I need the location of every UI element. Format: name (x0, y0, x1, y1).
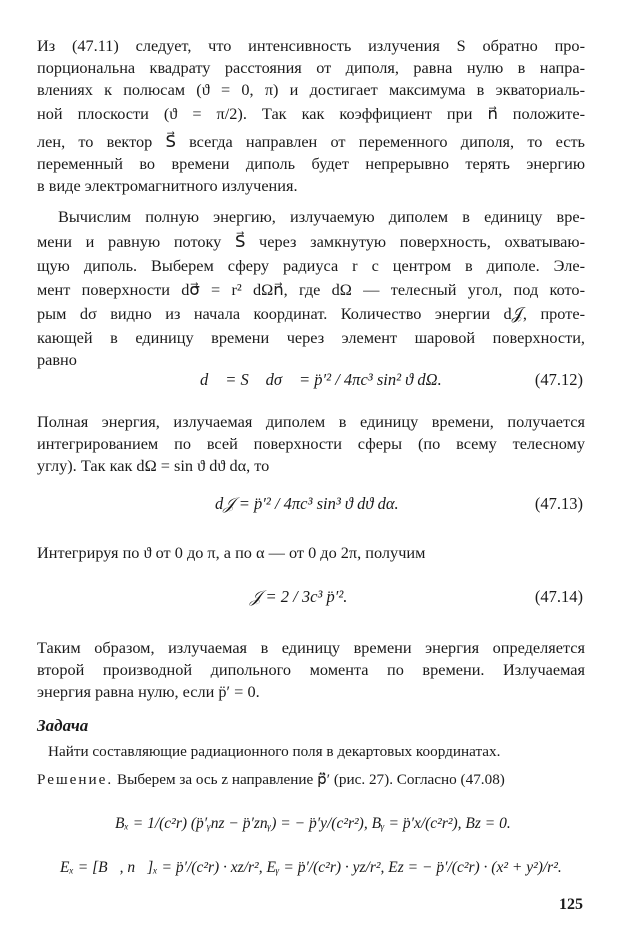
text-line: Полная энергия, излучаемая диполем в единицу времени, получается (37, 412, 585, 431)
page-number: 125 (559, 896, 583, 913)
text-line: интегрированием по всей поверхности сферы (по всему телесному (37, 434, 585, 453)
equation-formula: d𝒥 = S⃗ dσ⃗ = p̈′² / 4πc³ sin² ϑ dΩ. (200, 370, 442, 389)
task-heading: Задача (37, 716, 89, 735)
text-line: переменный во времени диполь будет непрерывно терять энергию (37, 154, 585, 173)
equation-number: (47.14) (534, 587, 583, 606)
text-line: кающей в единицу времени через элемент шаровой поверхности, (37, 328, 585, 347)
equation-formula: Bₓ = 1/(c²r) (p̈′ᵧnz − p̈′znᵧ) = − p̈′y/(c²r²), Bᵧ = p̈′x/(c²r²), Bz = 0. (115, 815, 511, 832)
equation-number: (47.13) (534, 494, 583, 513)
task-text: Найти составляющие радиационного поля в декартовых координатах. (48, 743, 501, 760)
text-line: Таким образом, излучаемая в единицу времени энергия определяется (37, 638, 585, 657)
text-line: углу). Так как dΩ = sin ϑ dϑ dα, то (37, 456, 270, 475)
text-line: в виде электромагнитного излучения. (37, 176, 298, 195)
text-line: Из (47.11) следует, что интенсивность излучения S обратно про- (37, 36, 585, 55)
equation-number: (47.12) (534, 370, 583, 389)
equation-formula: 𝒥 = 2 / 3c³ p̈′². (250, 587, 348, 606)
equation-formula: Eₓ = [B⃗, n⃗]ₓ = p̈′/(c²r) · xz/r², Eᵧ = p̈′/(c²r) · yz/r², Ez = − p̈′/(c²r) · (x² + y²)/r². (60, 859, 562, 876)
text-line: мени и равную потоку S⃗ через замкнутую поверхность, охватываю- (37, 232, 585, 251)
solution-line (37, 770, 572, 790)
text-line: Интегрируя по ϑ от 0 до π, а по α — от 0 до 2π, получим (37, 543, 426, 562)
equation-formula: d𝒥 = p̈′² / 4πc³ sin³ ϑ dϑ dα. (215, 494, 399, 513)
text-line: мент поверхности dσ⃗ = r² dΩn⃗, где dΩ — телесный угол, под кото- (37, 280, 585, 299)
text-line: лен, то вектор S⃗ всегда направлен от переменного диполя, то есть (37, 132, 585, 151)
text-line: ной плоскости (ϑ = π/2). Так как коэффициент при n⃗ положите- (37, 104, 585, 123)
text-line: рым dσ видно из начала координат. Количество энергии d𝒥, проте- (37, 304, 585, 323)
solution-label: Решение. (37, 771, 114, 788)
text-line: щую диполь. Выберем сферу радиуса r с центром в диполе. Эле- (37, 256, 585, 275)
solution-text: Выберем за ось z направление p̈⃗′ (рис. 27). Согласно (47.08) (117, 771, 505, 788)
text-line: равно (37, 350, 77, 369)
text-line: энергия равна нулю, если p̈′ = 0. (37, 682, 260, 701)
text-line: Вычислим полную энергию, излучаемую диполем в единицу вре- (58, 207, 585, 226)
text-line: порциональна квадрату расстояния от диполя, равна нулю в напра- (37, 58, 585, 77)
text-line: влениях к полюсам (ϑ = 0, π) и достигает максимума в экваториаль- (37, 80, 585, 99)
text-line: второй производной дипольного момента по времени. Излучаемая (37, 660, 585, 679)
